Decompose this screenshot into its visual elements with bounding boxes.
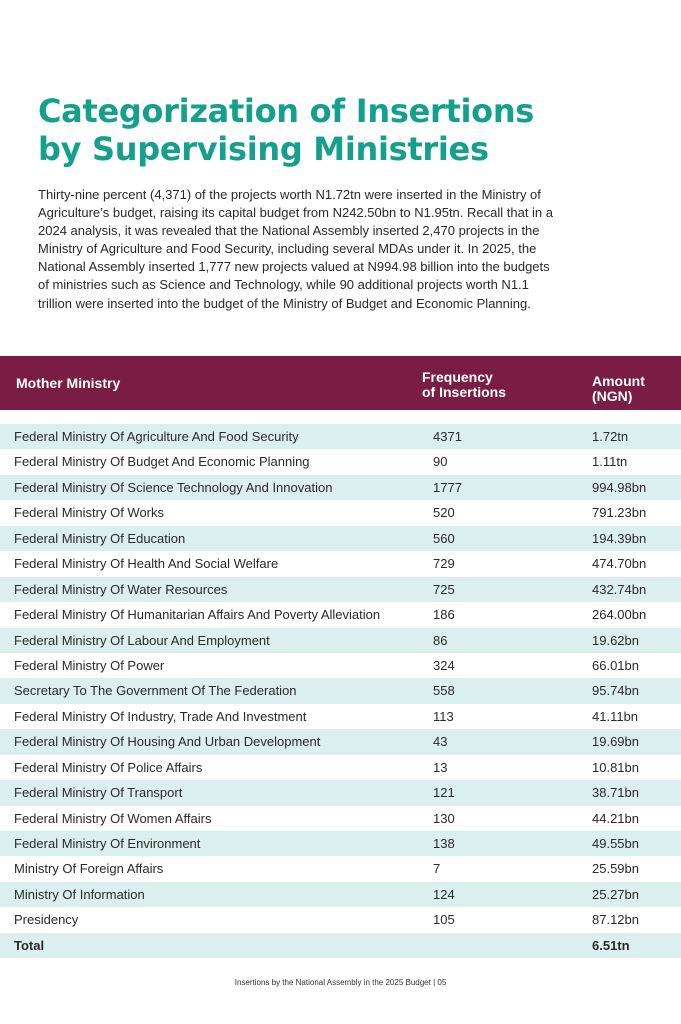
amount-cell: 87.12bn <box>592 912 639 928</box>
table-body <box>0 424 681 958</box>
total-row <box>0 933 681 958</box>
amount-cell: 25.27bn <box>592 886 639 902</box>
ministry-cell: Presidency <box>14 912 79 928</box>
table-row <box>0 628 681 653</box>
page-title <box>38 92 658 168</box>
table-row <box>0 424 681 449</box>
frequency-cell: 186 <box>433 607 455 623</box>
table-row <box>0 475 681 500</box>
frequency-cell: 113 <box>433 708 454 724</box>
table-row <box>0 856 681 881</box>
frequency-cell: 121 <box>433 785 455 801</box>
amount-cell: 19.62bn <box>592 632 639 648</box>
table-row <box>0 551 681 576</box>
header-amount <box>592 374 645 404</box>
amount-cell: 264.00bn <box>592 607 647 623</box>
table-row <box>0 831 681 856</box>
frequency-cell: 138 <box>433 836 455 851</box>
header-frequency-line-1: Frequency <box>422 369 493 385</box>
amount-cell: 1.11tn <box>592 454 628 470</box>
ministry-cell: Federal Ministry Of Labour And Employment <box>14 632 270 648</box>
page-footer: Insertions by the National Assembly in the 2025 Budget | 05 <box>234 978 447 987</box>
table-row <box>0 780 681 805</box>
table-row <box>0 653 681 678</box>
table-row <box>0 449 681 474</box>
amount-cell: 1.72tn <box>592 429 629 444</box>
amount-cell: 44.21bn <box>592 810 639 826</box>
table-row <box>0 806 681 831</box>
amount-cell: 194.39bn <box>592 530 647 546</box>
amount-cell: 95.74bn <box>592 683 639 699</box>
frequency-cell: 7 <box>433 861 441 877</box>
ministry-cell: Federal Ministry Of Police Affairs <box>14 759 203 775</box>
frequency-cell: 86 <box>433 632 448 648</box>
ministry-cell: Federal Ministry Of Works <box>14 505 165 521</box>
frequency-cell: 725 <box>433 581 455 597</box>
ministry-cell: Ministry Of Foreign Affairs <box>14 861 164 877</box>
amount-cell: 49.55bn <box>592 836 639 851</box>
frequency-cell: 558 <box>433 683 455 699</box>
header-mother-ministry: Mother Ministry <box>16 375 121 391</box>
table-row <box>0 678 681 703</box>
frequency-cell: 560 <box>433 530 455 546</box>
frequency-cell: 520 <box>433 505 455 521</box>
table-header <box>0 356 681 410</box>
ministry-cell: Federal Ministry Of Budget And Economic Planning <box>14 454 310 470</box>
header-frequency-line-2: of Insertions <box>422 384 507 400</box>
table-row <box>0 882 681 907</box>
total-label: Total <box>14 937 45 953</box>
table-row <box>0 755 681 780</box>
ministry-cell: Secretary To The Government Of The Federation <box>14 683 297 699</box>
table-row <box>0 729 681 754</box>
ministry-cell: Federal Ministry Of Water Resources <box>14 581 228 597</box>
frequency-cell: 13 <box>433 759 448 775</box>
amount-cell: 994.98bn <box>592 479 647 495</box>
frequency-cell: 105 <box>433 912 455 928</box>
amount-cell: 41.11bn <box>592 708 639 724</box>
ministry-cell: Federal Ministry Of Transport <box>14 785 183 801</box>
ministry-cell: Federal Ministry Of Agriculture And Food Security <box>14 429 299 444</box>
ministry-cell: Ministry Of Information <box>14 886 145 902</box>
ministry-cell: Federal Ministry Of Women Affairs <box>14 810 212 826</box>
frequency-cell: 124 <box>433 886 455 902</box>
ministry-cell: Federal Ministry Of Power <box>14 657 165 673</box>
table-row <box>0 907 681 932</box>
page-title-line-2: by Supervising Ministries <box>38 130 489 168</box>
amount-cell: 791.23bn <box>592 505 647 521</box>
table-row <box>0 704 681 729</box>
amount-cell: 432.74bn <box>592 581 647 597</box>
frequency-cell: 4371 <box>433 429 462 444</box>
frequency-cell: 90 <box>433 454 448 470</box>
ministry-cell: Federal Ministry Of Health And Social Welfare <box>14 556 279 572</box>
amount-cell: 66.01bn <box>592 657 639 673</box>
table-row <box>0 577 681 602</box>
intro-paragraph: Thirty-nine percent (4,371) of the projects worth N1.72tn were inserted in the Ministry of Agriculture’s budget, raising its capital budget from N242.50bn to N1.95tn. Recall that in a 2024 analysis, it was revealed that the National Assembly inserted 2,470 projects in the Ministry of Agriculture and Food Security, including several MDAs under it. In 2025, the National Assembly inserted 1,777 new projects valued at N994.98 billion into the budgets of ministries such as Science and Technology, while 90 additional projects worth N1.1 trillion were inserted into the budget of the Ministry of Budget and Economic Planning. <box>38 187 554 311</box>
amount-cell: 474.70bn <box>592 556 647 572</box>
header-amount-line-1: Amount <box>592 373 645 389</box>
ministry-cell: Federal Ministry Of Environment <box>14 836 201 851</box>
frequency-cell: 324 <box>433 657 455 673</box>
ministry-cell: Federal Ministry Of Humanitarian Affairs And Poverty Alleviation <box>14 607 381 623</box>
header-amount-line-2: (NGN) <box>592 388 633 404</box>
ministry-cell: Federal Ministry Of Housing And Urban Development <box>14 734 321 750</box>
amount-cell: 10.81bn <box>592 759 639 775</box>
total-amount: 6.51tn <box>592 937 630 953</box>
page-title-line-1: Categorization of Insertions <box>38 92 535 130</box>
frequency-cell: 1777 <box>433 479 462 495</box>
amount-cell: 38.71bn <box>592 785 639 801</box>
ministry-cell: Federal Ministry Of Education <box>14 530 186 546</box>
table-row <box>0 526 681 551</box>
frequency-cell: 130 <box>433 810 455 826</box>
ministry-cell: Federal Ministry Of Science Technology And Innovation <box>14 479 333 495</box>
table-row <box>0 500 681 525</box>
frequency-cell: 729 <box>433 556 455 572</box>
ministry-cell: Federal Ministry Of Industry, Trade And Investment <box>14 708 307 724</box>
header-frequency <box>422 370 506 400</box>
amount-cell: 25.59bn <box>592 861 639 877</box>
frequency-cell: 43 <box>433 734 448 750</box>
amount-cell: 19.69bn <box>592 734 639 750</box>
table-row <box>0 602 681 627</box>
